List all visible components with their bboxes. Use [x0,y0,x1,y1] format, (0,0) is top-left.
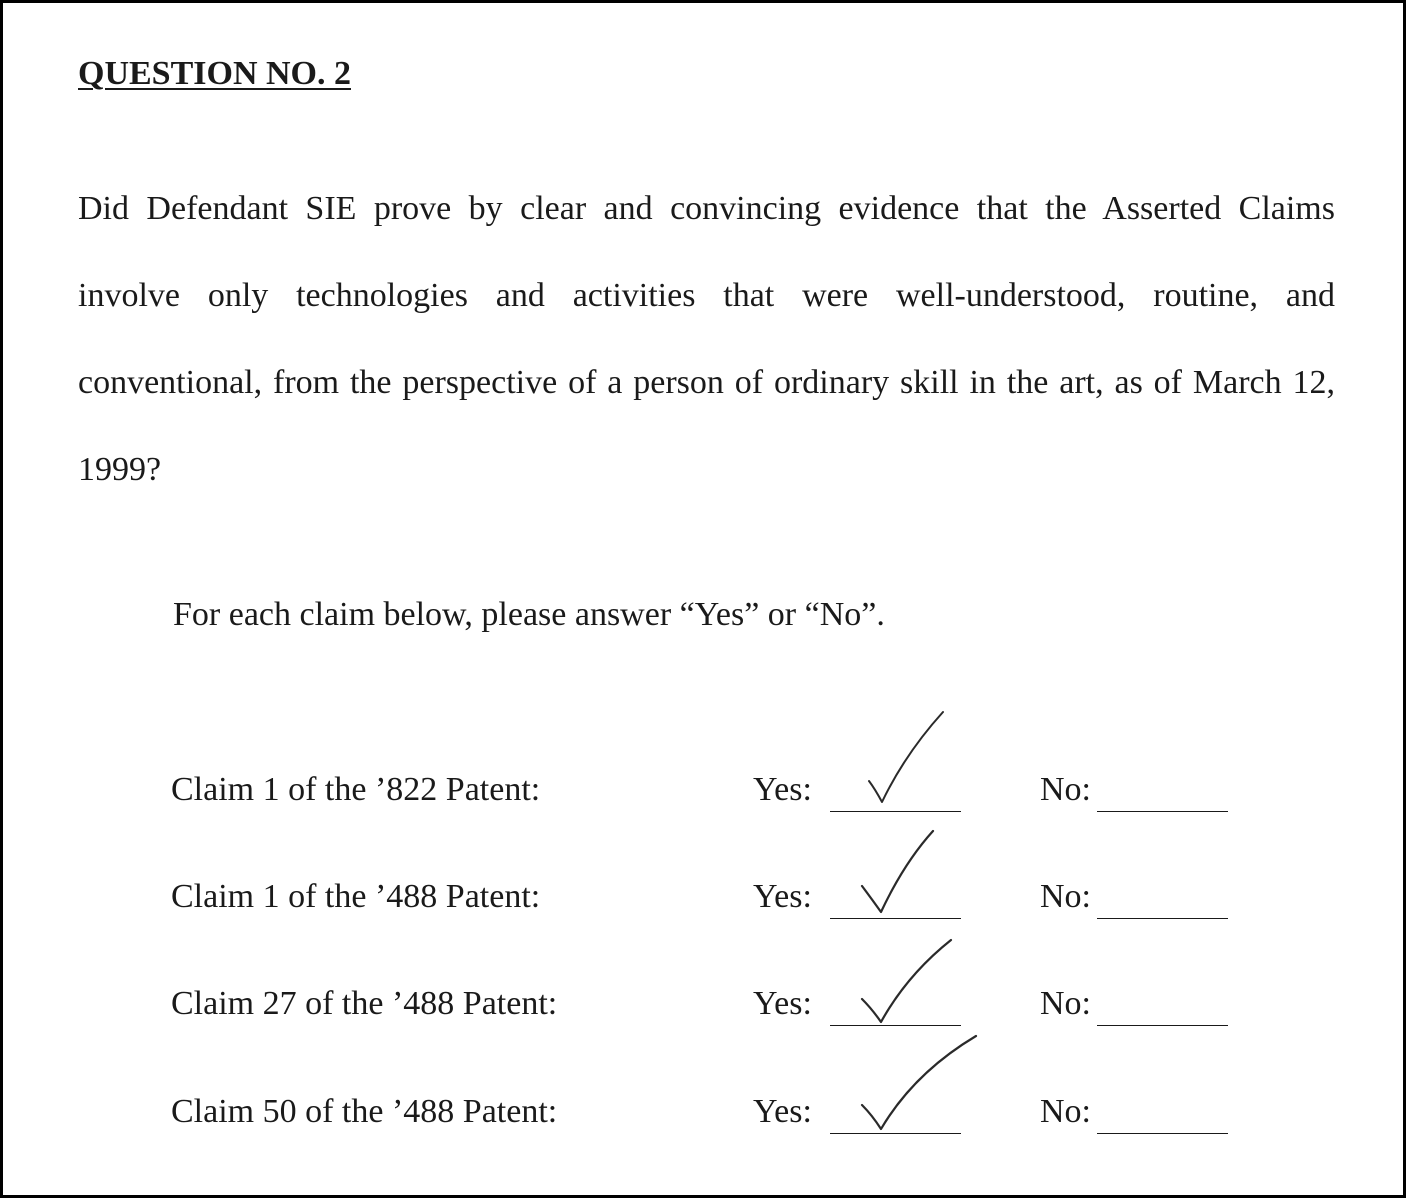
claim-row [3,1093,1403,1153]
no-answer-blank[interactable] [1097,918,1228,919]
checkmark-icon [859,828,949,928]
checkmark-icon [859,937,959,1037]
yes-label: Yes: [753,878,812,915]
claim-label: Claim 27 of the ’488 Patent: [171,985,558,1022]
claim-label: Claim 1 of the ’488 Patent: [171,878,541,915]
no-label: No: [1040,985,1091,1022]
no-label: No: [1040,1093,1091,1130]
yes-label: Yes: [753,1093,812,1130]
yes-answer-blank[interactable] [830,811,961,812]
yes-answer-blank[interactable] [830,1133,961,1134]
no-answer-blank[interactable] [1097,1025,1228,1026]
claim-row [3,771,1403,831]
no-answer-blank[interactable] [1097,1133,1228,1134]
no-label: No: [1040,771,1091,808]
no-answer-blank[interactable] [1097,811,1228,812]
question-heading: QUESTION NO. 2 [78,55,351,92]
claim-label: Claim 1 of the ’822 Patent: [171,771,541,808]
checkmark-icon [865,709,955,809]
answer-instruction: For each claim below, please answer “Yes” or “No”. [173,596,885,633]
claim-row [3,878,1403,938]
checkmark-icon [859,1033,984,1133]
yes-label: Yes: [753,985,812,1022]
claim-row [3,985,1403,1045]
yes-label: Yes: [753,771,812,808]
claim-label: Claim 50 of the ’488 Patent: [171,1093,558,1130]
question-text: Did Defendant SIE prove by clear and convincing evidence that the Asserted Claims involve only technologies and activities that were well-understood, routine, and conventional, from the perspective of a person of ordinary skill in the art, as of March 12, 1999? [78,190,1335,488]
no-label: No: [1040,878,1091,915]
